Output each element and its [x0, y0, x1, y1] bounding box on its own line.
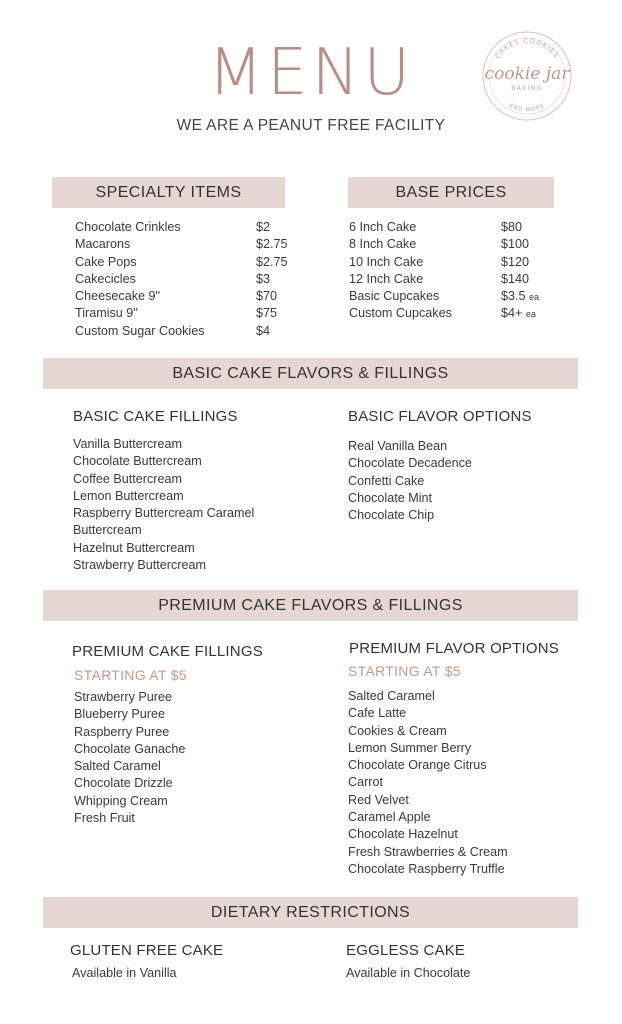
specialty-items-header — [52, 177, 285, 208]
basic-section-title: BASIC CAKE FLAVORS & FILLINGS — [172, 365, 449, 382]
list-item: Lemon Summer Berry — [348, 740, 472, 755]
menu-item-name: 6 Inch Cake — [349, 220, 417, 234]
dietary-section-title: DIETARY RESTRICTIONS — [210, 904, 411, 921]
menu-item-row — [349, 305, 569, 322]
list-item: Cafe Latte — [348, 706, 407, 721]
menu-item-name: Cakecicles — [75, 271, 136, 286]
base-prices-list — [349, 219, 569, 323]
list-item: Fresh Fruit — [74, 811, 135, 826]
gluten-free-note: Available in Vanilla — [72, 966, 177, 980]
menu-item-name: Cake Pops — [75, 254, 137, 269]
list-item: Salted Caramel — [74, 759, 161, 774]
list-item: Carrot — [348, 775, 383, 790]
menu-item-price-unit: ea — [529, 292, 540, 303]
specialty-items-title: SPECIALTY ITEMS — [95, 184, 242, 201]
menu-item-price — [256, 219, 270, 236]
menu-item-name: 8 Inch Cake — [349, 237, 417, 252]
menu-item-price-value: $3 — [256, 271, 271, 286]
svg-text:CAKES COOKIES: CAKES COOKIES — [493, 36, 561, 61]
menu-item-price-value: $75 — [256, 306, 278, 321]
menu-item-row — [75, 254, 305, 271]
list-item: Buttercream — [73, 523, 142, 538]
menu-item-price-value: $2.75 — [256, 254, 288, 269]
list-item: Strawberry Buttercream — [73, 558, 206, 573]
list-item: Caramel Apple — [348, 810, 431, 825]
list-item: Hazelnut Buttercream — [73, 540, 195, 555]
menu-item-name: Macarons — [75, 237, 131, 252]
list-item: Confetti Cake — [348, 473, 425, 488]
basic-fillings-list — [73, 436, 254, 574]
list-item: Chocolate Drizzle — [74, 776, 173, 791]
peanut-free-tagline: WE ARE A PEANUT FREE FACILITY — [176, 117, 446, 134]
premium-flavors-title: PREMIUM FLAVOR OPTIONS — [349, 640, 559, 657]
menu-item-price — [501, 288, 539, 306]
specialty-items-list — [75, 219, 305, 340]
menu-item-price-value: $4+ — [501, 306, 523, 321]
menu-item-row — [349, 271, 569, 288]
menu-item-row — [75, 288, 305, 305]
menu-item-price-unit: ea — [525, 309, 536, 320]
dietary-section-header — [43, 897, 578, 928]
menu-item-row — [75, 305, 305, 322]
menu-item-row — [75, 236, 305, 253]
list-item: Chocolate Hazelnut — [348, 827, 458, 842]
menu-item-row — [349, 236, 569, 253]
menu-item-name: Chocolate Crinkles — [75, 220, 181, 234]
menu-item-price-value: $2.75 — [256, 237, 288, 252]
eggless-title: EGGLESS CAKE — [346, 942, 466, 959]
svg-text:BAKING: BAKING — [511, 85, 543, 92]
svg-text:AND MORE: AND MORE — [507, 102, 547, 114]
menu-item-price-value: $120 — [501, 254, 530, 269]
basic-flavors-title: BASIC FLAVOR OPTIONS — [348, 408, 532, 425]
menu-item-price-value: $80 — [501, 220, 523, 234]
list-item: Coffee Buttercream — [73, 471, 182, 486]
list-item: Chocolate Orange Citrus — [348, 758, 487, 773]
page-title: MENU — [207, 36, 415, 110]
list-item: Chocolate Chip — [348, 508, 435, 523]
menu-item-price — [256, 271, 270, 288]
menu-item-price — [501, 219, 522, 236]
list-item: Vanilla Buttercream — [73, 437, 182, 451]
gluten-free-title: GLUTEN FREE CAKE — [70, 942, 224, 959]
menu-item-price — [256, 236, 288, 253]
menu-item-name: Cheesecake 9" — [75, 289, 160, 304]
list-item: Fresh Strawberries & Cream — [348, 844, 508, 859]
menu-item-price-value: $70 — [256, 289, 278, 304]
eggless-note: Available in Chocolate — [346, 966, 471, 980]
list-item: Cookies & Cream — [348, 723, 447, 738]
menu-item-row — [349, 219, 569, 236]
list-item: Salted Caramel — [348, 689, 435, 703]
premium-flavors-list — [348, 688, 508, 878]
menu-item-price-value: $140 — [501, 271, 530, 286]
premium-section-header — [43, 590, 578, 621]
list-item: Chocolate Ganache — [74, 741, 186, 756]
menu-item-price — [256, 288, 277, 305]
list-item: Chocolate Decadence — [348, 456, 472, 471]
list-item: Chocolate Raspberry Truffle — [348, 861, 505, 876]
menu-item-row — [75, 271, 305, 288]
list-item: Whipping Cream — [74, 793, 168, 808]
basic-section-header — [43, 358, 578, 389]
menu-item-name: 10 Inch Cake — [349, 254, 424, 269]
menu-item-price — [501, 236, 529, 253]
menu-item-name: Tiramisu 9" — [75, 306, 138, 321]
cookie-jar-logo — [464, 26, 590, 126]
base-prices-header — [348, 177, 554, 208]
list-item: Chocolate Buttercream — [73, 454, 202, 469]
menu-item-name: Custom Sugar Cookies — [75, 323, 205, 338]
menu-item-price — [256, 323, 270, 340]
basic-flavors-list — [348, 438, 472, 524]
list-item: Strawberry Puree — [74, 690, 172, 704]
list-item: Lemon Buttercream — [73, 488, 184, 503]
menu-item-price — [501, 271, 529, 288]
menu-item-name: Custom Cupcakes — [349, 306, 452, 321]
menu-item-name: Basic Cupcakes — [349, 289, 440, 304]
menu-item-price — [256, 305, 277, 322]
menu-item-name: 12 Inch Cake — [349, 271, 424, 286]
list-item: Red Velvet — [348, 792, 409, 807]
premium-section-title: PREMIUM CAKE FLAVORS & FILLINGS — [158, 597, 463, 614]
premium-fillings-title: PREMIUM CAKE FILLINGS — [72, 643, 263, 660]
list-item: Real Vanilla Bean — [348, 439, 448, 453]
list-item: Raspberry Puree — [74, 724, 170, 739]
menu-item-row — [349, 254, 569, 271]
svg-text:cookie jar: cookie jar — [484, 64, 570, 84]
menu-item-row — [75, 219, 305, 236]
basic-fillings-title: BASIC CAKE FILLINGS — [73, 408, 238, 425]
list-item: Raspberry Buttercream Caramel — [73, 506, 255, 521]
menu-item-price — [256, 254, 288, 271]
premium-fillings-list — [74, 689, 185, 827]
premium-fillings-starting-price: STARTING AT $5 — [74, 667, 187, 683]
menu-item-price — [501, 305, 536, 323]
menu-item-price-value: $3.5 — [501, 289, 526, 304]
menu-item-price-value: $4 — [256, 323, 271, 338]
menu-item-row — [349, 288, 569, 305]
menu-item-price-value: $100 — [501, 237, 530, 252]
list-item: Chocolate Mint — [348, 490, 432, 505]
menu-item-price-value: $2 — [256, 220, 271, 234]
premium-flavors-starting-price: STARTING AT $5 — [348, 663, 461, 679]
menu-item-price — [501, 254, 529, 271]
base-prices-title: BASE PRICES — [395, 184, 507, 201]
menu-item-row — [75, 323, 305, 340]
list-item: Blueberry Puree — [74, 707, 166, 722]
